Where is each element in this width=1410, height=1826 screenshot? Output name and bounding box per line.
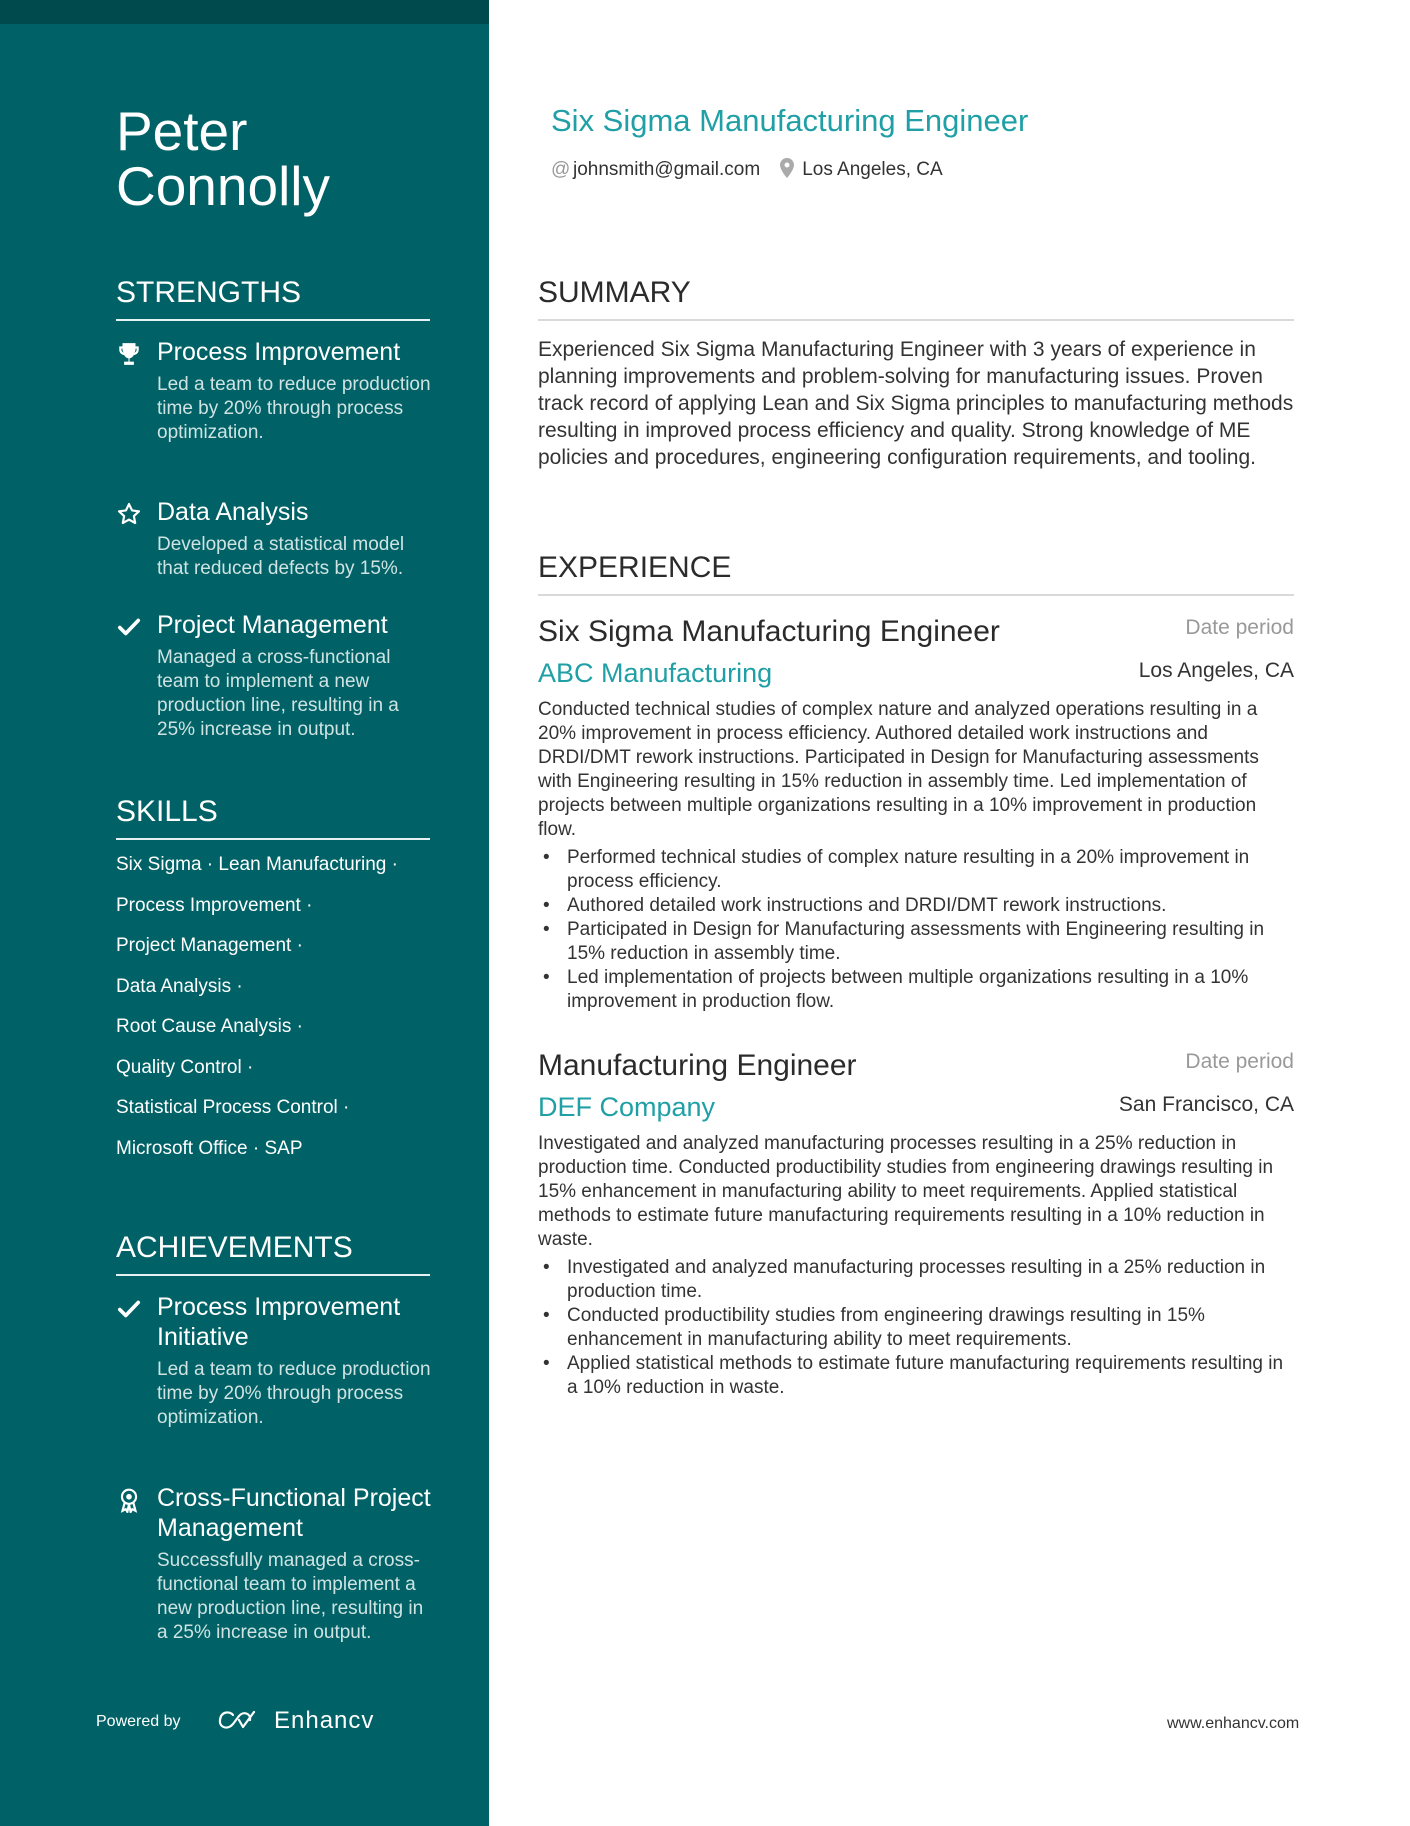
experience-entry (538, 612, 1294, 1014)
experience-entry (538, 1046, 1294, 1400)
strength-title: Data Analysis (157, 498, 309, 526)
exp-bullet: • Participated in Design for Manufacturing assessments with Engineering resulting in 15% reduction in assembly time. (538, 918, 1294, 966)
achievement-desc: Led a team to reduce production time by 20% through process optimization. (157, 1359, 431, 1428)
strength-item (116, 337, 436, 445)
exp-bullets (538, 1256, 1294, 1400)
strength-desc: Developed a statistical model that reduced defects by 15%. (157, 534, 405, 579)
exp-bullet: • Performed technical studies of complex nature resulting in a 20% improvement in process efficiency. (538, 846, 1294, 894)
skills-heading: SKILLS (116, 794, 430, 840)
skill-line: Statistical Process Control · (116, 1097, 350, 1118)
skill-line: Microsoft Office · SAP (116, 1137, 303, 1159)
exp-bullet: • Conducted productibility studies from engineering drawings resulting in 15% enhancement in manufacturing ability to meet requirements. (538, 1304, 1294, 1352)
exp-location: San Francisco, CA (1118, 1093, 1294, 1116)
skill-line: Six Sigma · Lean Manufacturing · (116, 854, 398, 875)
exp-bullet: • Investigated and analyzed manufacturing processes resulting in a 25% reduction in production time. (538, 1256, 1294, 1304)
strength-desc: Managed a cross-functional team to implement a new production line, resulting in a 25% increase in output. (157, 647, 399, 740)
skill-line: Quality Control · (116, 1056, 254, 1078)
strength-item (116, 610, 436, 742)
achievement-item (116, 1292, 436, 1430)
achievements-heading: ACHIEVEMENTS (116, 1230, 430, 1276)
exp-company: ABC Manufacturing (538, 658, 773, 688)
exp-bullets (538, 846, 1294, 1014)
skill-line: Root Cause Analysis · (116, 1016, 303, 1037)
skills-list (116, 853, 436, 1177)
strength-title: Project Management (157, 611, 388, 639)
experience-heading: EXPERIENCE (538, 550, 1294, 596)
achievement-item (116, 1483, 436, 1645)
exp-bullet: • Applied statistical methods to estimate future manufacturing requirements resulting in a 10% reduction in waste. (538, 1352, 1294, 1400)
exp-location: Los Angeles, CA (1138, 659, 1294, 682)
strength-item (116, 497, 436, 581)
medal-icon (116, 1487, 142, 1513)
achievement-title: Cross-Functional Project Management (157, 1484, 431, 1542)
contact-line (551, 158, 943, 185)
achievement-desc: Successfully managed a cross-functional team to implement a new production line, resulting in a 25% increase in output. (157, 1550, 424, 1643)
exp-bullet: • Led implementation of projects between multiple organizations resulting in a 10% improvement in production flow. (538, 966, 1294, 1014)
enhancv-brand-text: Enhancv (274, 1707, 375, 1734)
exp-company: DEF Company (538, 1092, 716, 1122)
summary-text: Experienced Six Sigma Manufacturing Engineer with 3 years of experience in planning improvements and problem-solving for manufacturing issues. Proven track record of applying Lean and Six Sigma principles to manufacturing methods resulting in improved process efficiency and quality. Strong knowledge of ME policies and procedures, engineering configuration requirements, and tooling. (538, 338, 1294, 469)
exp-role: Manufacturing Engineer (538, 1049, 857, 1082)
exp-bullet: • Authored detailed work instructions and DRDI/DMT rework instructions. (538, 894, 1294, 918)
sidebar-top-band (0, 0, 489, 24)
strength-desc: Led a team to reduce production time by 20% through process optimization. (157, 374, 431, 443)
website-link[interactable]: www.enhancv.com (1167, 1715, 1300, 1732)
star-icon (116, 501, 142, 527)
enhancv-logo-icon (215, 1706, 259, 1736)
exp-description: Conducted technical studies of complex nature and analyzed operations resulting in a 20% improvement in process efficiency. Authored detailed work instructions and DRDI/DMT rework instructions. Participated in Design for Manufacturing assessments with Engineering resulting in 15% reduction in assembly time. Led implementation of projects between multiple organizations resulting in a 10% improvement in production flow. (538, 699, 1259, 840)
exp-date: Date period (1185, 1050, 1294, 1073)
location: Los Angeles, CA (802, 159, 943, 180)
skill-line: Data Analysis · (116, 975, 243, 997)
exp-date: Date period (1185, 616, 1294, 639)
achievement-title: Process Improvement Initiative (157, 1293, 401, 1351)
check-icon (116, 614, 142, 640)
powered-by-text: Powered by (96, 1713, 181, 1730)
email[interactable]: johnsmith@gmail.com (573, 159, 761, 180)
sidebar (0, 0, 489, 1826)
at-icon: @ (551, 159, 571, 180)
headline: Six Sigma Manufacturing Engineer (551, 103, 1029, 138)
location-pin-icon (780, 158, 802, 185)
strength-title: Process Improvement (157, 338, 401, 366)
check-icon (116, 1296, 142, 1322)
first-name: Peter (116, 100, 248, 162)
exp-description: Investigated and analyzed manufacturing processes resulting in a 25% reduction in production time. Conducted productibility studies from engineering drawings resulting in 15% enhancement in manufacturing ability to meet requirements. Applied statistical methods to estimate future manufacturing requirements resulting in a 10% reduction in waste. (538, 1133, 1274, 1250)
last-name: Connolly (116, 155, 331, 217)
strengths-heading: STRENGTHS (116, 275, 430, 321)
skill-line: Process Improvement · (116, 894, 313, 916)
exp-role: Six Sigma Manufacturing Engineer (538, 615, 1000, 648)
summary-heading: SUMMARY (538, 275, 1294, 321)
candidate-name (116, 100, 331, 217)
trophy-icon (116, 341, 142, 367)
skill-line: Project Management · (116, 935, 303, 956)
